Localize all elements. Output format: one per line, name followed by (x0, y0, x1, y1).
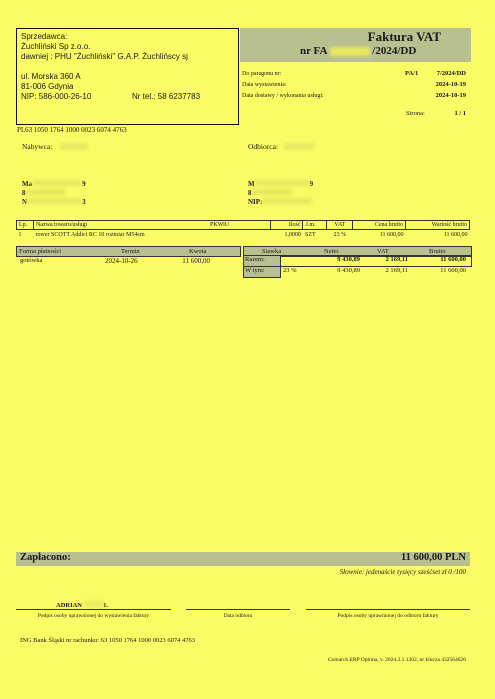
payment-amount-header: Kwota (189, 248, 207, 255)
vat-incl-label: W tym: (245, 267, 265, 274)
item-vat: 23 % (333, 232, 347, 238)
vat-total-label: Razem: (245, 256, 265, 263)
payment-amount: 11 600,00 (182, 257, 210, 265)
item-unit: SZT (304, 232, 316, 238)
bank-account: ING Bank Śląski nr rachunku: 63 1050 1764 1000 0023 6074 4763 (20, 637, 195, 644)
page-number: 1 / 1 (454, 110, 466, 117)
recipient-nip: NIP: (248, 198, 312, 206)
seller-city: 81-006 Gdynia (21, 82, 74, 91)
item-qty: 1,0000 (284, 232, 301, 238)
receipt-date-line (186, 609, 290, 610)
recipient-line-1: M 9 (248, 180, 314, 188)
seller-name: Żuchliński Sp z.o.o. (21, 42, 91, 51)
issuer-signature-label: Podpis osoby uprawnionej do wystawienia faktury (37, 613, 150, 619)
item-lp: 1 (18, 232, 22, 238)
invoice-title: Faktura VAT (367, 29, 441, 44)
issue-date-label: Data wystawienia: (242, 82, 287, 88)
issuer-name: ADRIAN L (56, 602, 108, 609)
seller-nip: NIP: 586-000-26-10 (21, 92, 92, 101)
buyer-label: Nabywca: (22, 142, 53, 151)
vat-incl-net: 9 430,89 (337, 267, 360, 274)
items-table (16, 220, 470, 240)
seller-label: Sprzedawca: (21, 32, 68, 41)
receipt-date-label: Data odbioru (223, 613, 253, 619)
payment-due: 2024-10-26 (105, 257, 138, 265)
col-value: Wartość brutto (406, 221, 470, 230)
recipient-label: Odbiorca: (248, 142, 278, 151)
item-price: 11 600,00 (379, 232, 404, 238)
item-value: 11 600,00 (443, 232, 468, 238)
receipt-prefix: PA/1 (405, 70, 419, 77)
invoice-number: nr FA /2024/DD (300, 45, 417, 57)
vat-amount-header: VAT (377, 248, 389, 255)
col-qty: Ilość (271, 221, 303, 230)
paid-amount: 11 600,00 PLN (400, 552, 466, 563)
vat-total-vat: 2 169,11 (385, 256, 408, 263)
amount-in-words: Słownie: jedenaście tysięcy sześćset zł 0 /100 (339, 568, 466, 576)
issue-date: 2024-10-19 (435, 81, 466, 88)
software-footer: Comarch ERP Optima, v. 2024.3.1.1302, nr klucza 432564626 (328, 657, 466, 663)
redacted-area (284, 143, 314, 150)
col-vat: VAT (327, 221, 353, 230)
seller-former-name: dawniej : PHU "Żuchliński" G.A.P. Żuchlińscy sj (21, 52, 188, 61)
vat-gross-header: Brutto (429, 248, 446, 255)
payment-method-header: Forma płatności (19, 248, 62, 255)
buyer-line-2: 8 (22, 189, 66, 197)
item-pkwiu (208, 230, 271, 241)
item-name: rower SCOTT Addict RC 10 rozmiar M54cm (35, 232, 145, 238)
receiver-signature-label: Podpis osoby uprawnionej do odbioru faktury (337, 613, 439, 619)
vat-rate-header: Stawka (262, 248, 282, 255)
buyer-line-1: Ma 9 (22, 180, 86, 188)
vat-incl-rate: 23 % (283, 267, 297, 274)
receipt-number: 7/2024/DD (436, 70, 466, 77)
seller-phone: Nr tel.: 58 6237783 (132, 92, 201, 101)
vat-net-header: Netto (324, 248, 339, 255)
receiver-signature-line (306, 609, 470, 610)
col-unit: J.m. (303, 221, 327, 230)
col-lp: Lp. (17, 221, 34, 230)
items-header-row (17, 221, 470, 230)
vat-total-net: 9 430,89 (337, 256, 360, 263)
receipt-label: Do paragonu nr: (242, 71, 282, 77)
payment-due-header: Termin (121, 248, 140, 255)
page-label: Strona: (406, 110, 425, 117)
delivery-date-label: Data dostawy / wykonania usługi: (242, 93, 324, 99)
col-name: Nazwa towaru/usługi (34, 221, 209, 230)
table-row (17, 230, 470, 241)
payment-header (16, 246, 241, 257)
buyer-nip: N 3 (22, 198, 86, 206)
vat-incl-vat: 2 169,11 (385, 267, 408, 274)
seller-box (16, 28, 239, 125)
col-price: Cena brutto (353, 221, 406, 230)
vat-incl-gross: 11 600,00 (440, 267, 466, 274)
redacted-area (330, 47, 370, 56)
account-number: PL63 1050 1764 1000 0023 6074 4763 (17, 126, 127, 134)
delivery-date: 2024-10-19 (435, 92, 466, 99)
recipient-line-2: 8 (248, 189, 292, 197)
col-pkwiu: PKWiU (208, 221, 271, 230)
payment-method: gotówka (20, 257, 43, 264)
issuer-signature-line (16, 609, 171, 610)
paid-label: Zapłacono: (20, 552, 71, 563)
vat-total-gross: 11 600,00 (440, 256, 466, 263)
seller-street: ul. Morska 360 A (21, 72, 81, 81)
redacted-area (60, 143, 88, 150)
